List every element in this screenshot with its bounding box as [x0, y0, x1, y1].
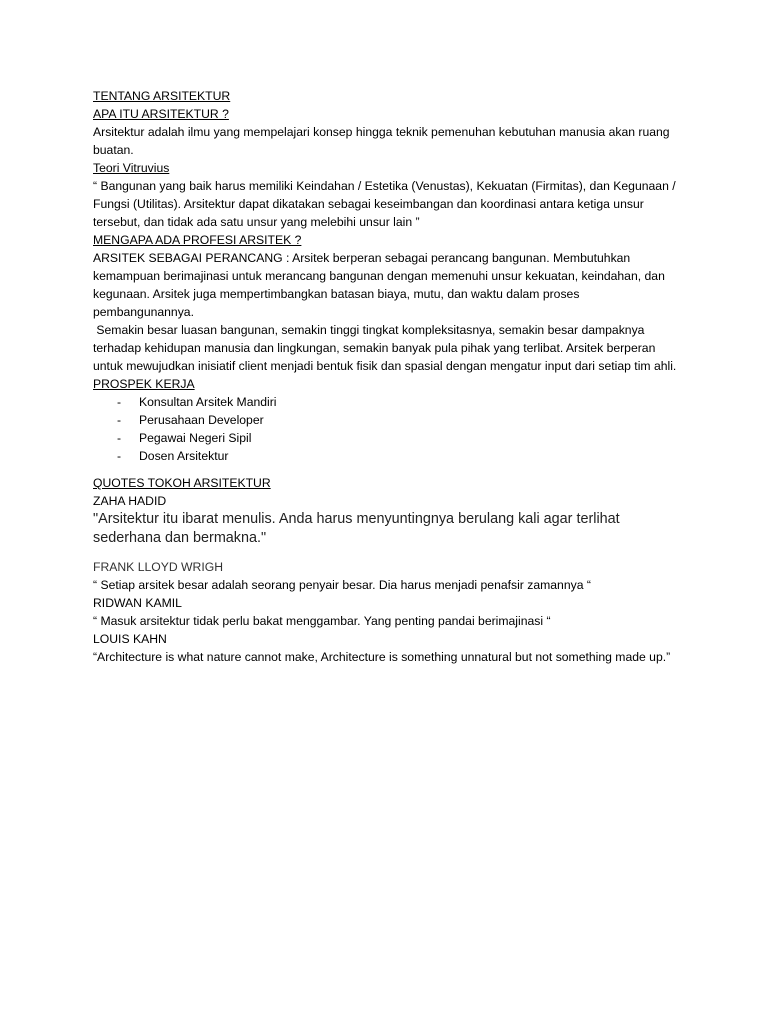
- quote-author-zaha-hadid: ZAHA HADID: [93, 494, 167, 508]
- career-item-label: Perusahaan Developer: [139, 413, 264, 427]
- quote-text-ridwan-kamil: “ Masuk arsitektur tidak perlu bakat menggambar. Yang penting pandai berimajinasi “: [93, 614, 551, 628]
- bullet-dash: -: [117, 449, 122, 463]
- why-heading: MENGAPA ADA PROFESI ARSITEK ?: [93, 233, 302, 247]
- vitruvius-quote: “ Bangunan yang baik harus memiliki Keindahan / Estetika (Venustas), Kekuatan (Firmitas), dan Kegunaan / Fungsi (Utilitas). Arsitektur dapat dikatakan sebagai keseimbangan dan koordinasi antara ketiga unsur tersebut, dan tidak ada satu unsur yang melebihi unsur lain ”: [93, 179, 676, 229]
- what-paragraph: Arsitektur adalah ilmu yang mempelajari konsep hingga teknik pemenuhan kebutuhan manusia akan ruang buatan.: [93, 125, 670, 157]
- why-paragraph-complexity: Semakin besar luasan bangunan, semakin tinggi tingkat kompleksitasnya, semakin besar dampaknya terhadap kehidupan manusia dan lingkungan, semakin banyak pula pihak yang terlibat. Arsitek berperan untuk mewujudkan inisiatif client menjadi bentuk fisik dan spasial dengan mengatur input dari setiap tim ahli.: [93, 323, 677, 373]
- career-item-label: Dosen Arsitektur: [139, 449, 229, 463]
- list-item: [93, 393, 683, 411]
- quote-author-louis-kahn: LOUIS KAHN: [93, 632, 167, 646]
- quote-author-ridwan-kamil: RIDWAN KAMIL: [93, 596, 182, 610]
- bullet-dash: -: [117, 395, 122, 409]
- bullet-dash: -: [117, 413, 122, 427]
- document-body: [93, 87, 683, 666]
- career-list: [93, 393, 683, 465]
- career-item-label: Konsultan Arsitek Mandiri: [139, 395, 277, 409]
- career-item-label: Pegawai Negeri Sipil: [139, 431, 252, 445]
- vitruvius-heading: Teori Vitruvius: [93, 161, 170, 175]
- document-title: TENTANG ARSITEKTUR: [93, 89, 231, 103]
- list-item: [93, 411, 683, 429]
- list-item: [93, 447, 683, 465]
- what-heading: APA ITU ARSITEKTUR ?: [93, 107, 229, 121]
- bullet-dash: -: [117, 431, 122, 445]
- list-item: [93, 429, 683, 447]
- career-heading: PROSPEK KERJA: [93, 377, 195, 391]
- quote-text-frank-lloyd-wright: “ Setiap arsitek besar adalah seorang penyair besar. Dia harus menjadi penafsir zamannya “: [93, 578, 591, 592]
- quotes-heading: QUOTES TOKOH ARSITEKTUR: [93, 476, 271, 490]
- quote-author-frank-lloyd-wright: FRANK LLOYD WRIGH: [93, 560, 224, 574]
- quote-text-zaha-hadid: "Arsitektur itu ibarat menulis. Anda harus menyuntingnya berulang kali agar terlihat sederhana dan bermakna.": [93, 511, 620, 546]
- why-paragraph-designer: ARSITEK SEBAGAI PERANCANG : Arsitek berperan sebagai perancang bangunan. Membutuhkan kemampuan berimajinasi untuk merancang bangunan dengan memenuhi unsur kekuatan, keindahan, dan kegunaan. Arsitek juga mempertimbangkan batasan biaya, mutu, dan waktu dalam proses pembangunannya.: [93, 251, 669, 319]
- quote-text-louis-kahn: “Architecture is what nature cannot make, Architecture is something unnatural but not something made up.”: [93, 650, 671, 664]
